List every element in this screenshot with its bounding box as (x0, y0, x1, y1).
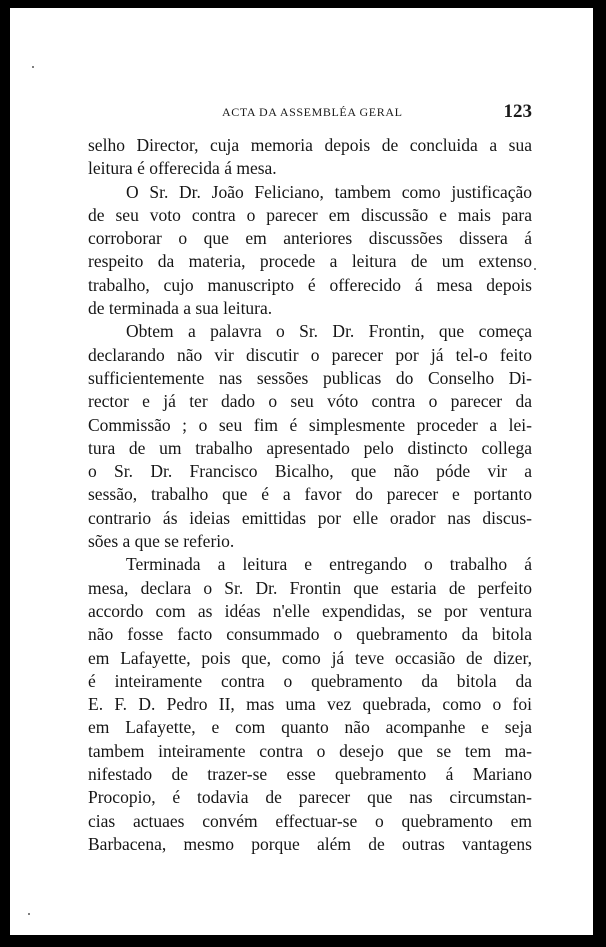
text-line: Terminada a leitura e entregando o trabalho á (126, 554, 532, 575)
text-line: respeito da materia, procede a leitura de um extenso (88, 251, 532, 272)
text-line: contrario ás ideias emittidas por elle orador nas discus- (88, 507, 532, 528)
text-line: o Sr. Dr. Francisco Bicalho, que não póde vir a (88, 461, 532, 482)
paper-speck (28, 913, 30, 915)
page-header (10, 101, 593, 127)
text-line: rector e já ter dado o seu vóto contra o parecer da (88, 391, 532, 412)
text-line: mesa, declara o Sr. Dr. Frontin que estaria de perfeito (88, 577, 532, 598)
text-line: em Lafayette, pois que, como já teve occasião de dizer, (88, 647, 532, 668)
book-page (10, 8, 593, 935)
text-line: não fosse facto consummado o quebramento da bitola (88, 624, 532, 645)
text-line: leitura é offerecida á mesa. (88, 158, 277, 179)
text-line: tambem inteiramente contra o desejo que se tem ma- (88, 740, 532, 761)
text-line: sões a que se referio. (88, 531, 235, 552)
text-line: é inteiramente contra o quebramento da bitola da (88, 670, 532, 691)
paper-speck (534, 268, 536, 270)
text-line: selho Director, cuja memoria depois de concluida a sua (88, 135, 532, 155)
text-line: sessão, trabalho que é a favor do parecer e portanto (88, 484, 532, 505)
paper-speck (32, 66, 34, 68)
text-line: E. F. D. Pedro II, mas uma vez quebrada, como o foi (88, 694, 532, 715)
text-line: Barbacena, mesmo porque além de outras vantagens (88, 833, 532, 854)
text-line: de terminada a sua leitura. (88, 298, 273, 319)
text-line: sufficientemente nas sessões publicas do Conselho Di- (88, 367, 532, 388)
text-line: corroborar o que em anteriores discussões dissera á (88, 228, 532, 249)
text-line: nifestado de trazer-se esse quebramento á Mariano (88, 764, 532, 785)
text-line: accordo com as idéas n'elle expendidas, se por ventura (88, 600, 532, 621)
running-title: ACTA DA ASSEMBLÉA GERAL (222, 105, 403, 119)
text-line: Obtem a palavra o Sr. Dr. Frontin, que começa (126, 321, 532, 342)
text-line: de seu voto contra o parecer em discussão e mais para (88, 204, 532, 225)
text-line: trabalho, cujo manuscripto é offerecido á mesa depois (88, 274, 532, 295)
text-line: tura de um trabalho apresentado pelo distincto collega (88, 437, 532, 458)
body-text (88, 134, 532, 856)
text-line: em Lafayette, e com quanto não acompanhe e seja (88, 717, 532, 738)
text-line: declarando não vir discutir o parecer por já tel-o feito (88, 344, 532, 365)
text-line: O Sr. Dr. João Feliciano, tambem como justificação (126, 181, 532, 202)
text-line: Commissão ; o seu fim é simplesmente proceder a lei- (88, 414, 532, 435)
text-line: cias actuaes convém effectuar-se o quebramento em (88, 810, 532, 831)
page-number: 123 (503, 101, 532, 122)
text-line: Procopio, é todavia de parecer que nas circumstan- (88, 787, 532, 808)
